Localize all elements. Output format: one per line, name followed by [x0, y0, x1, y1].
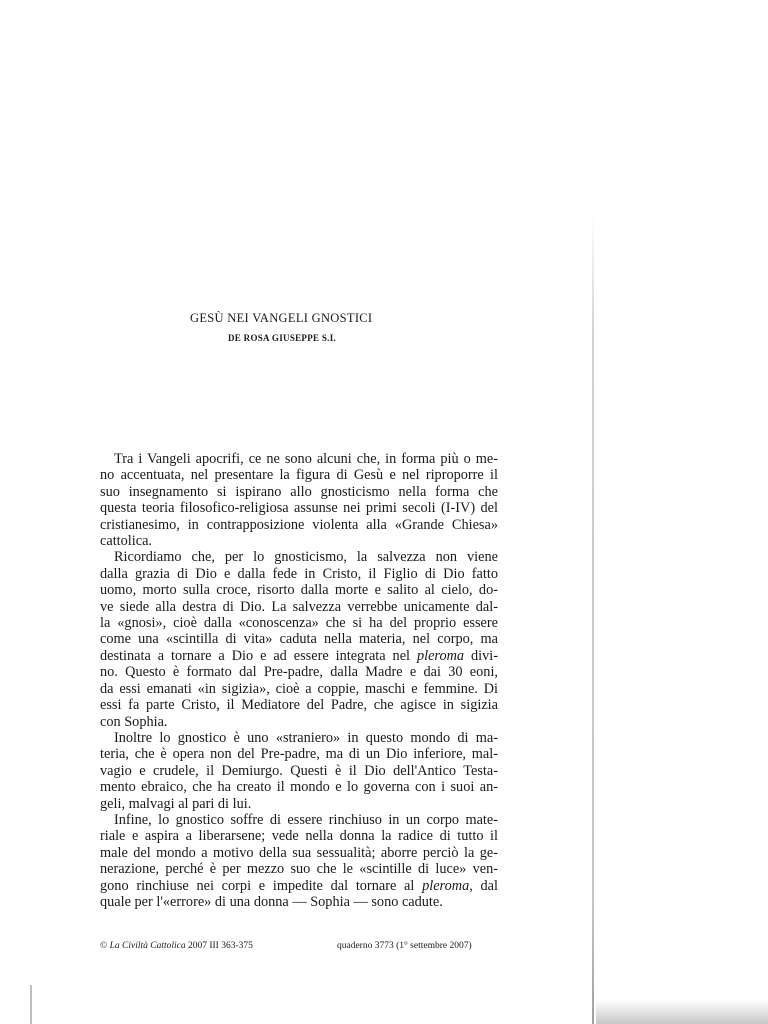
text-line: vagio e crudele, il Demiurgo. Questi è il Dio dell'Antico Testa- [100, 762, 498, 779]
italic-term: pleroma [422, 877, 470, 894]
journal-name: La Civiltà Cattolica [109, 941, 186, 951]
text-line: Tra i Vangeli apocrifi, ce ne sono alcuni che, in forma più o me- [114, 451, 498, 467]
article-body [100, 451, 498, 910]
paragraph-4 [100, 812, 498, 910]
text-segment: gono rinchiuse nei corpi e impedite dal tornare al [100, 877, 415, 894]
paragraph-1 [100, 451, 498, 549]
text-line: mento ebraico, che ha creato il mondo e lo governa con i suoi an- [100, 779, 498, 796]
text-line: cattolica. [100, 533, 152, 550]
text-line: come una «scintilla di vita» caduta nella materia, nel corpo, ma [100, 631, 498, 648]
article-title: GESÙ NEI VANGELI GNOSTICI [190, 311, 373, 325]
text-line: uomo, morto sulla croce, risorto dalla morte e salito al cielo, do- [100, 582, 498, 599]
text-line: geli, malvagi al pari di lui. [100, 795, 252, 812]
text-line: essi fa parte Cristo, il Mediatore del Padre, che agisce in sigizia [100, 697, 498, 714]
text-line: cristianesimo, in contrapposizione violenta alla «Grande Chiesa» [100, 516, 498, 533]
text-line: Inoltre lo gnostico è uno «straniero» in questo mondo di ma- [114, 729, 498, 746]
text-segment: divi- [464, 647, 499, 664]
scan-edge-shadow [592, 215, 594, 1024]
scan-left-mark [30, 985, 32, 1024]
journal-citation: 2007 III 363-375 [185, 941, 253, 951]
italic-term: pleroma [416, 647, 465, 664]
text-segment: , dal [469, 877, 498, 894]
text-line: riale e aspira a liberarsene; vede nella donna la radice di tutto il [100, 828, 498, 845]
text-line [100, 878, 498, 894]
text-line: suo insegnamento si ispirano allo gnosticismo nella forma che [100, 483, 498, 500]
text-line [100, 648, 498, 664]
copyright-symbol: © [100, 941, 108, 951]
text-line: dalla grazia di Dio e dalla fede in Cristo, il Figlio di Dio fatto [100, 565, 498, 582]
text-line: teria, che è opera non del Pre-padre, ma di un Dio inferiore, mal- [100, 746, 498, 763]
text-line: con Sophia. [100, 713, 168, 730]
text-segment: destinata a tornare a Dio e ad essere integrata nel [100, 647, 411, 664]
text-line: no. Questo è formato dal Pre-padre, dalla Madre e dai 30 eoni, [100, 664, 498, 681]
text-line: ve siede alla destra di Dio. La salvezza verrebbe unicamente dal- [100, 598, 498, 615]
article-author: DE ROSA GIUSEPPE S.I. [228, 333, 337, 343]
text-line: nerazione, perché è per mezzo suo che le «scintille di luce» ven- [100, 861, 498, 878]
text-line: questa teoria filosofico-religiosa assunse nei primi secoli (I-IV) del [100, 500, 498, 517]
paragraph-3 [100, 730, 498, 812]
text-line: quale per l'«errore» di una donna — Sophia — sono cadute. [100, 893, 443, 910]
footer-issue: quaderno 3773 (1° settembre 2007) [337, 941, 472, 951]
footer-citation [100, 941, 253, 951]
text-line: no accentuata, nel presentare la figura di Gesù e nel riproporre il [100, 467, 498, 484]
text-line: da essi emanati «in sigizia», cioè a coppie, maschi e femmine. Di [100, 680, 498, 697]
paragraph-2 [100, 549, 498, 729]
text-line: Ricordiamo che, per lo gnosticismo, la salvezza non viene [114, 549, 498, 566]
text-line: male del mondo a motivo della sua sessualità; aborre perciò la ge- [100, 844, 498, 861]
text-line: la «gnosi», cioè dalla «conoscenza» che si ha del proprio essere [100, 615, 498, 632]
scan-bottom-shadow [596, 1000, 768, 1024]
text-line: Infine, lo gnostico soffre di essere rinchiuso in un corpo mate- [114, 811, 498, 828]
